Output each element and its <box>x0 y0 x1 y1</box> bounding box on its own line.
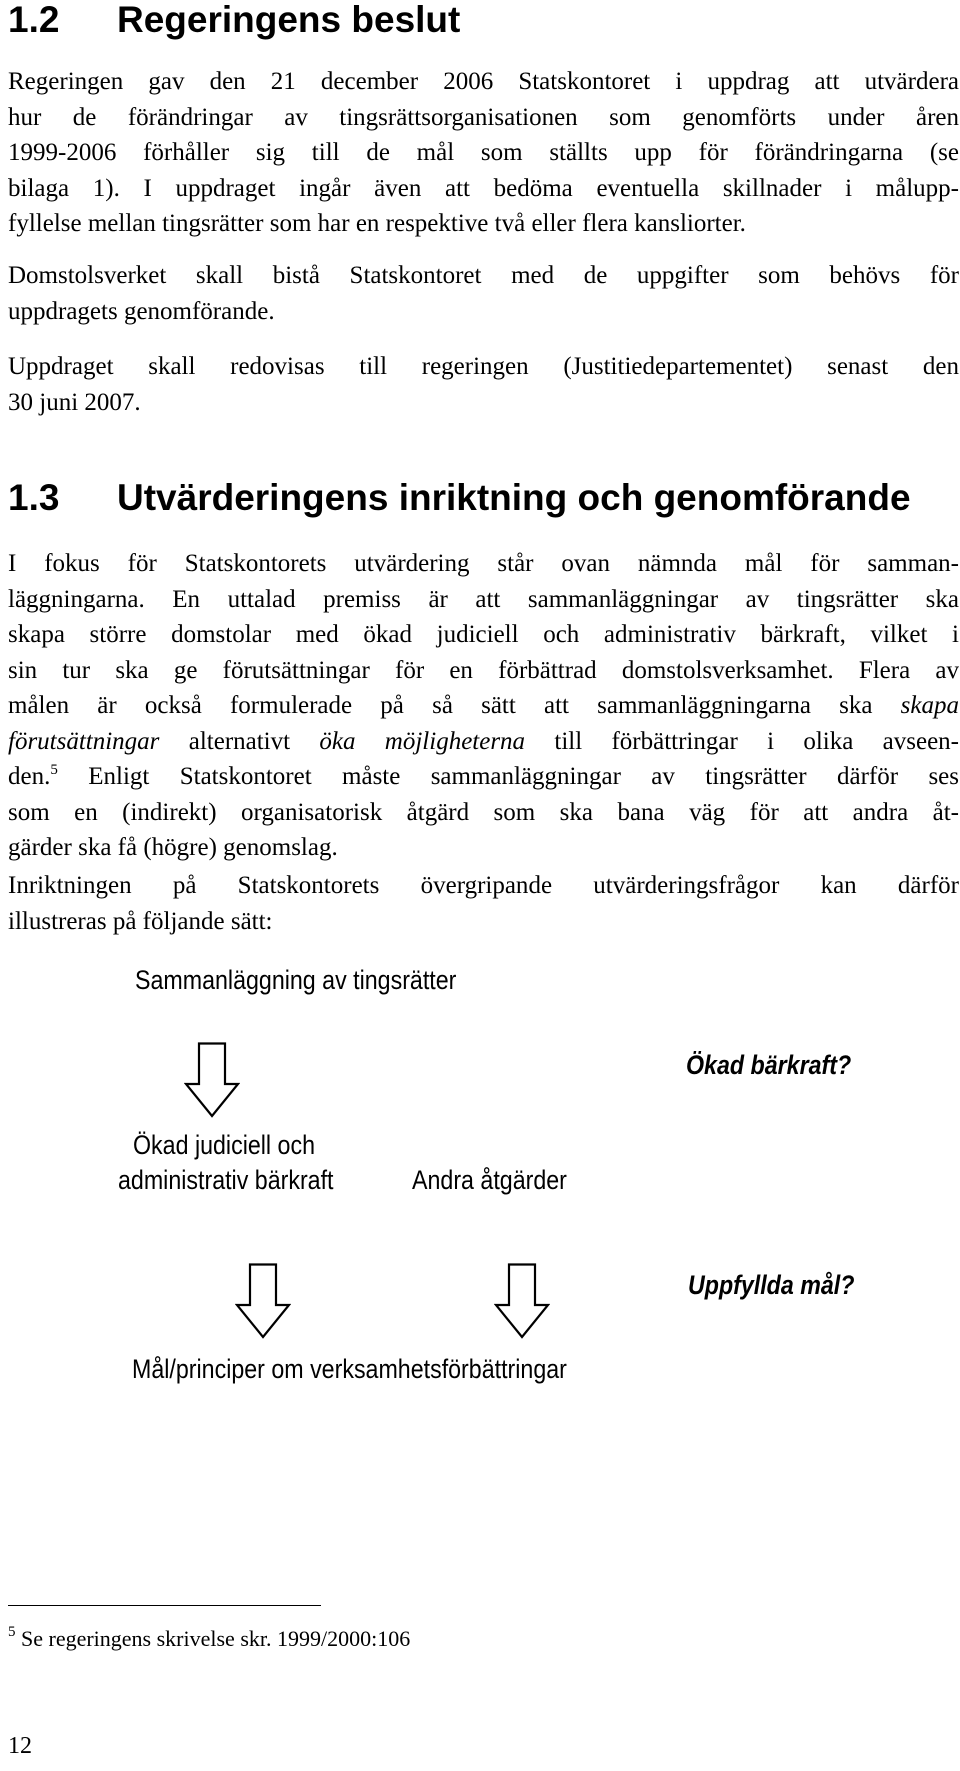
section-title: Regeringens beslut <box>117 0 461 40</box>
diagram-question-2: Uppfyllda mål? <box>688 1270 855 1300</box>
down-arrow-icon <box>494 1263 550 1339</box>
down-arrow-icon <box>235 1263 291 1339</box>
text-line: I fokus för Statskontorets utvärdering står ovan nämnda mål för samman- <box>8 550 959 577</box>
diagram-label-bottom: Mål/principer om verksamhetsförbättringar <box>132 1354 567 1384</box>
text-line: Regeringen gav den 21 december 2006 Statskontoret i uppdrag att utvärdera <box>8 68 959 95</box>
footnote-marker: 5 <box>8 1624 16 1640</box>
paragraph <box>8 258 959 329</box>
italic-text: öka möjligheterna <box>319 727 526 755</box>
diagram-label-mid-left-1: Ökad judiciell och <box>133 1130 315 1160</box>
paragraph <box>8 64 959 242</box>
text-line: bilaga 1). I uppdraget ingår även att bedöma eventuella skillnader i målupp- <box>8 174 959 202</box>
down-arrow-icon <box>184 1042 240 1118</box>
section-title: Utvärderingens inriktning och genomförande <box>117 477 911 518</box>
text-line: som en (indirekt) organisatorisk åtgärd som ska bana väg för att andra åt- <box>8 798 959 826</box>
diagram-label-mid-right: Andra åtgärder <box>412 1165 567 1195</box>
italic-text: förutsättningar <box>8 727 160 755</box>
text-line: hur de förändringar av tingsrättsorganisationen som genomförts under åren <box>8 103 959 131</box>
text-line: illustreras på följande sätt: <box>8 907 273 935</box>
text-line: uppdragets genomförande. <box>8 297 275 325</box>
text-run: målen är också formulerade på så sätt att sammanläggningarna ska <box>8 692 901 719</box>
text-line: 1999-2006 förhåller sig till de mål som ställts upp för förändringarna (se <box>8 139 959 166</box>
page-number: 12 <box>8 1733 32 1759</box>
text-line <box>8 724 959 760</box>
diagram-label-top: Sammanläggning av tingsrätter <box>135 965 457 995</box>
text-line: 30 juni 2007. <box>8 388 141 416</box>
paragraph <box>8 546 959 866</box>
text-run: den. <box>8 763 51 790</box>
paragraph <box>8 868 959 939</box>
text-run: alternativt <box>159 727 320 755</box>
section-heading-1-3 <box>8 476 911 520</box>
text-line: Uppdraget skall redovisas till regeringen (Justitiedepartementet) senast den <box>8 353 959 380</box>
diagram-label-mid-left-2: administrativ bärkraft <box>118 1165 334 1195</box>
footnote <box>8 1626 410 1652</box>
text-line: skapa större domstolar med ökad judiciell och administrativ bärkraft, vilket i <box>8 621 959 648</box>
footnote-reference: 5 <box>50 762 58 778</box>
text-line <box>8 759 959 795</box>
text-run: Enligt Statskontoret måste sammanläggningar av tingsrätter därför ses <box>57 763 959 790</box>
footnote-text: Se regeringens skrivelse skr. 1999/2000:106 <box>15 1626 411 1651</box>
paragraph <box>8 349 959 420</box>
text-run: till förbättringar i olika avseen- <box>525 727 960 755</box>
text-line: gärder ska få (högre) genomslag. <box>8 834 338 861</box>
text-line <box>8 688 959 724</box>
text-line: läggningarna. En uttalad premiss är att sammanläggningar av tingsrätter ska <box>8 585 959 613</box>
text-line: Inriktningen på Statskontorets övergripande utvärderingsfrågor kan därför <box>8 872 959 899</box>
text-line: sin tur ska ge förutsättningar för en förbättrad domstolsverksamhet. Flera av <box>8 656 959 684</box>
footnote-divider <box>8 1605 321 1606</box>
text-line: Domstolsverket skall bistå Statskontoret med de uppgifter som behövs för <box>8 262 959 289</box>
text-line: fyllelse mellan tingsrätter som har en respektive två eller flera kansliorter. <box>8 210 746 237</box>
diagram-question-1: Ökad bärkraft? <box>686 1050 852 1080</box>
section-heading-1-2 <box>8 0 460 42</box>
section-number: 1.2 <box>8 0 60 40</box>
italic-text: skapa <box>900 692 959 719</box>
section-number: 1.3 <box>8 477 60 518</box>
